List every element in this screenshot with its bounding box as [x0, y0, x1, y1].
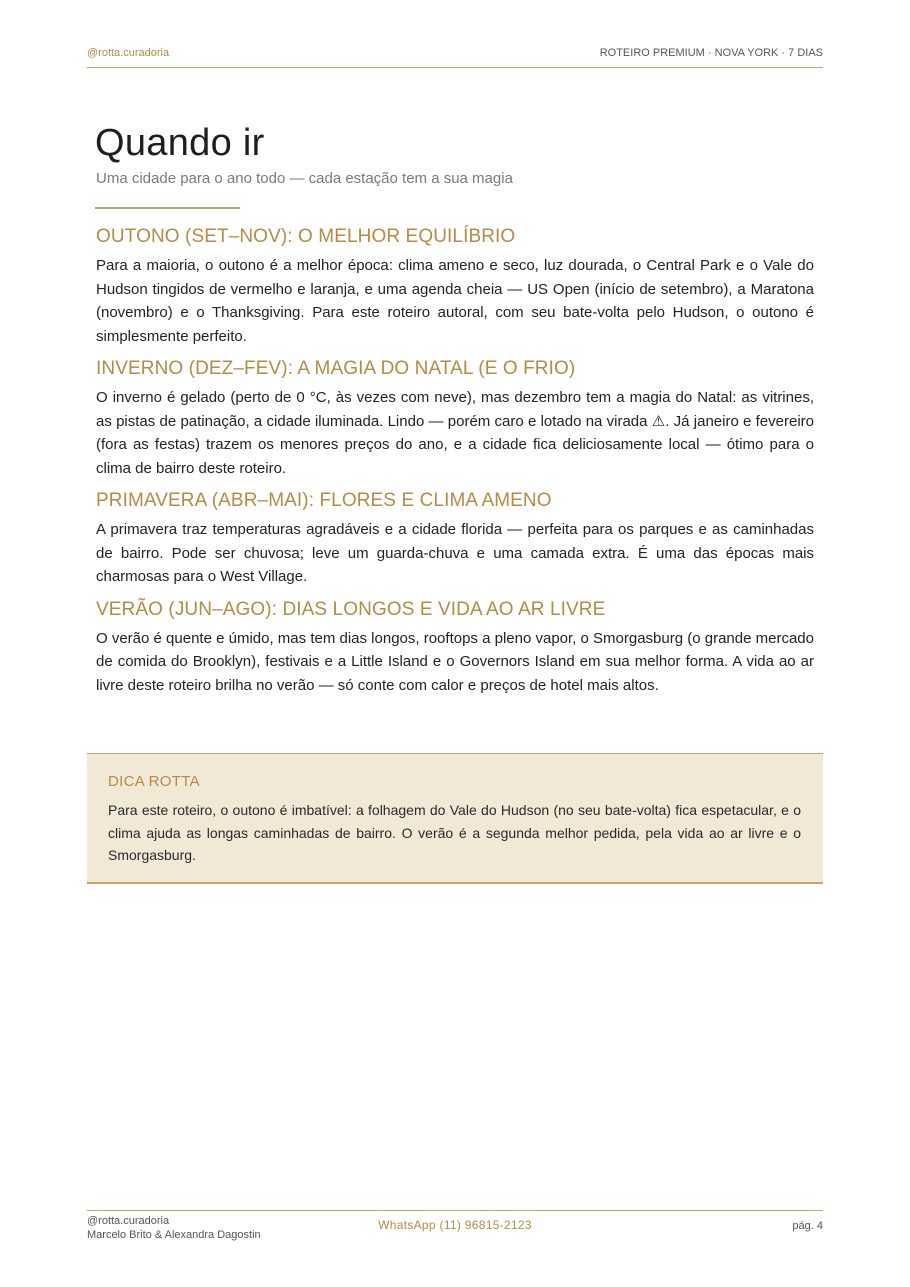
tip-body: Para este roteiro, o outono é imbatível: a folhagem do Vale do Hudson (no seu bate-volta) fica espetacular, e o clima ajuda as longas caminhadas de bairro. O verão é a segunda melhor pedida, pela vida ao ar livre e o Smorgasburg. — [108, 802, 801, 863]
section-spring — [96, 490, 814, 589]
tip-heading: DICA ROTTA — [108, 773, 200, 790]
main-content — [96, 226, 814, 707]
footer-handle: @rotta.curadoria — [87, 1215, 170, 1227]
footer-whatsapp-contact: WhatsApp (11) 96815-2123 — [378, 1218, 532, 1232]
tip-callout — [87, 753, 823, 884]
page-footer — [87, 1210, 823, 1251]
section-summer — [96, 599, 814, 698]
section-body: O verão é quente e úmido, mas tem dias longos, rooftops a pleno vapor, o Smorgasburg (o grande mercado de comida do Brooklyn), festivais e a Little Island e o Governors Island em sua melhor forma. A vida ao ar livre deste roteiro brilha no verão — só conte com calor e preços de hotel mais altos. — [96, 629, 814, 694]
footer-authors: Marcelo Brito & Alexandra Dagostin — [87, 1229, 261, 1241]
section-heading: VERÃO (JUN–AGO): DIAS LONGOS E VIDA AO AR LIVRE — [96, 598, 606, 620]
header-document-title: ROTEIRO PREMIUM · NOVA YORK · 7 DIAS — [599, 47, 823, 59]
page-title: Quando ir — [95, 122, 265, 164]
section-winter — [96, 358, 814, 480]
section-autumn — [96, 226, 814, 348]
footer-page-number: pág. 4 — [792, 1220, 823, 1232]
section-body: A primavera traz temperaturas agradáveis e a cidade florida — perfeita para os parques e as caminhadas de bairro. Pode ser chuvosa; leve um guarda-chuva e uma camada extra. É uma das épocas mais charmosas para o West Village. — [96, 521, 814, 585]
header-brand: @rotta.curadoria — [87, 47, 170, 59]
section-body: O inverno é gelado (perto de 0 °C, às vezes com neve), mas dezembro tem a magia do Natal: as vitrines, as pistas de patinação, a cidade iluminada. Lindo — porém caro e lotado na virada ⚠. Já janeiro e fevereiro (fora as festas) trazem os menores preços do ano, e a cidade fica deliciosamente local — ótimo para o clima de bairro deste roteiro. — [96, 389, 814, 477]
page-subtitle: Uma cidade para o ano todo — cada estação tem a sua magia — [96, 170, 513, 187]
section-heading: OUTONO (SET–NOV): O MELHOR EQUILÍBRIO — [96, 226, 516, 247]
section-body: Para a maioria, o outono é a melhor época: clima ameno e seco, luz dourada, o Central Park e o Vale do Hudson tingidos de vermelho e laranja, e uma agenda cheia — US Open (início de setembro), a Maratona (novembro) e o Thanksgiving. Para este roteiro autoral, com seu bate-volta pelo Hudson, o outono é simplesmente perfeito. — [96, 257, 814, 345]
page-header — [87, 46, 823, 68]
title-divider — [95, 207, 240, 209]
section-heading: INVERNO (DEZ–FEV): A MAGIA DO NATAL (E O FRIO) — [96, 358, 576, 379]
section-heading: PRIMAVERA (ABR–MAI): FLORES E CLIMA AMENO — [96, 490, 552, 511]
